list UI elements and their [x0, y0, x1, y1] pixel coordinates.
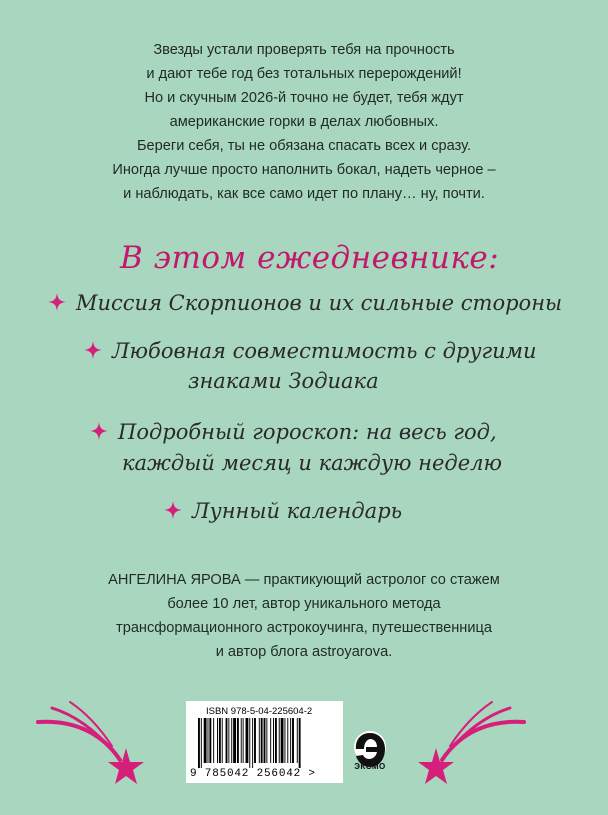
- barcode: [186, 701, 343, 783]
- barcode-bar: [290, 718, 291, 763]
- intro-line: и наблюдать, как все само идет по плану… ну, почти.: [123, 186, 485, 202]
- feature-item-continuation: знаками Зодиака: [188, 369, 379, 393]
- features-heading: В этом ежедневнике:: [120, 240, 500, 276]
- feature-item-continuation: каждый месяц и каждую неделю: [122, 451, 503, 475]
- barcode-bar: [208, 718, 209, 763]
- barcode-digits: 9 785042 256042 >: [190, 768, 316, 780]
- feature-item: Любовная совместимость с другими: [112, 339, 537, 363]
- intro-line: Береги себя, ты не обязана спасать всех и сразу.: [136, 138, 472, 154]
- barcode-bar: [226, 718, 228, 763]
- author-bio: [0, 568, 608, 664]
- barcode-bar: [279, 718, 280, 763]
- shooting-star-icon: [30, 700, 150, 790]
- barcode-bar: [264, 718, 266, 763]
- barcode-bar: [201, 718, 202, 768]
- author-line: более 10 лет, автор уникального метода: [167, 596, 441, 612]
- intro-line: и дают тебе год без тотальных перерождений!: [146, 66, 462, 82]
- isbn-label: ISBN 978-5-04-225604-2: [206, 706, 313, 717]
- barcode-bar: [209, 718, 211, 763]
- barcode-bar: [287, 718, 288, 763]
- barcode-bar: [204, 718, 207, 763]
- four-point-star-icon: [48, 293, 66, 311]
- intro-line: Но и скучным 2026-й точно не будет, тебя ждут: [144, 90, 464, 106]
- barcode-bar: [231, 718, 232, 763]
- barcode-bar: [284, 718, 285, 763]
- feature-item: Лунный календарь: [192, 499, 403, 523]
- four-point-star-icon: [164, 501, 182, 519]
- barcode-bar: [246, 718, 249, 763]
- barcode-bar: [281, 718, 284, 763]
- barcode-bar: [261, 718, 263, 763]
- barcode-bar: [228, 718, 229, 763]
- barcode-bar: [213, 718, 214, 763]
- four-point-star-icon: [84, 341, 102, 359]
- barcode-bar: [292, 718, 294, 763]
- barcode-bar: [243, 718, 244, 763]
- barcode-bar: [297, 718, 298, 763]
- barcode-bar: [219, 718, 221, 763]
- feature-item: Миссия Скорпионов и их сильные стороны: [76, 291, 563, 315]
- intro-line: Иногда лучше просто наполнить бокал, надеть черное –: [112, 162, 496, 178]
- barcode-bar: [254, 718, 256, 763]
- barcode-bar: [217, 718, 218, 763]
- shooting-star-icon: [412, 700, 532, 790]
- barcode-bar: [273, 718, 274, 763]
- barcode-bar: [222, 718, 223, 763]
- author-line: АНГЕЛИНА ЯРОВА — практикующий астролог со стажем: [108, 572, 500, 588]
- barcode-bar: [266, 718, 267, 763]
- barcode-bar: [275, 718, 277, 763]
- eksmo-logo: [350, 716, 390, 782]
- author-line: и автор блога astroyarova.: [215, 644, 393, 660]
- barcode-bar: [252, 718, 253, 768]
- intro-line: американские горки в делах любовных.: [169, 114, 439, 130]
- four-point-star-icon: [90, 422, 108, 440]
- barcode-bar: [241, 718, 242, 763]
- barcode-bar: [299, 718, 301, 768]
- intro-line: Звезды устали проверять тебя на прочность: [153, 42, 455, 58]
- barcode-bar: [198, 718, 200, 768]
- barcode-bar: [249, 718, 250, 768]
- barcode-bar: [233, 718, 236, 763]
- publisher-name: ЭКСМО: [354, 762, 386, 771]
- author-line: трансформационного астрокоучинга, путешественница: [116, 620, 492, 636]
- barcode-bars: [196, 718, 334, 768]
- barcode-bar: [237, 718, 239, 763]
- feature-item: Подробный гороскоп: на весь год,: [118, 420, 497, 444]
- barcode-bar: [270, 718, 271, 763]
- barcode-bar: [259, 718, 260, 763]
